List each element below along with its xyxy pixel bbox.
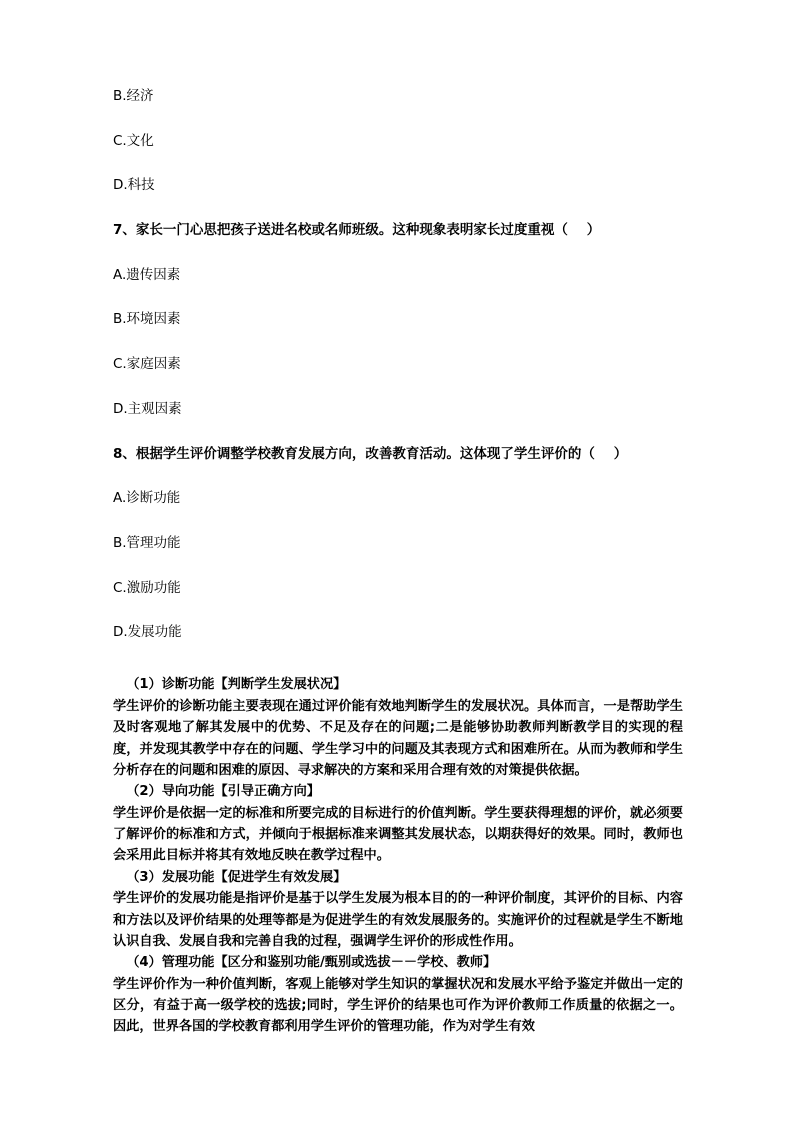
question-8-option-d: D.发展功能 (113, 624, 182, 641)
explanation-body: 学生评价作为一种价值判断，客观上能够对学生知识的掌握状况和发展水平给予鉴定并做出一定的区分，有益于高一级学校的选拔;同时，学生评价的结果也可作为评价教师工作质量的依据之一。因此，世界各国的学校教育都利用学生评价的管理功能，作为对学生有效 (113, 976, 683, 1035)
question-8-stem: 8、根据学生评价调整学校教育发展方向，改善教育活动。这体现了学生评价的（ ） (113, 445, 628, 462)
explanation-heading: （2）导向功能【引导正确方向】 (126, 784, 320, 800)
question-7-option-a: A.遗传因素 (113, 266, 181, 283)
explanation-body: 学生评价的发展功能是指评价是基于以学生发展为根本目的的一种评价制度，其评价的目标、内容和方法以及评价结果的处理等都是为促进学生的有效发展服务的。实施评价的过程就是学生不断地认识自我、发展自我和完善自我的过程，强调学生评价的形成性作用。 (113, 891, 683, 949)
option-item: D.科技 (113, 177, 155, 194)
question-7-option-b: B.环境因素 (113, 311, 181, 328)
explanation-block (113, 674, 683, 1037)
option-item: B.经济 (113, 88, 154, 104)
question-8-option-a: A.诊断功能 (113, 490, 181, 507)
question-7-option-c: C.家庭因素 (113, 356, 181, 373)
option-item: C.文化 (113, 132, 154, 149)
explanation-heading: （4）管理功能【区分和鉴别功能/甄别或选拔－－学校、教师】 (126, 955, 497, 971)
question-8-option-c: C.激励功能 (113, 579, 181, 596)
explanation-heading: （1）诊断功能【判断学生发展状况】 (126, 677, 347, 693)
question-8-option-b: B.管理功能 (113, 534, 181, 551)
question-7-option-d: D.主观因素 (113, 400, 182, 417)
explanation-heading: （3）发展功能【促进学生有效发展】 (126, 869, 347, 885)
document-content (113, 88, 683, 1038)
explanation-body: 学生评价的诊断功能主要表现在通过评价能有效地判断学生的发展状况。具体而言，一是帮助学生及时客观地了解其发展中的优势、不足及存在的问题;二是能够协助教师判断教学目的实现的程度，并发现其教学中存在的问题、学生学习中的问题及其表现方式和困难所在。从而为教师和学生分析存在的问题和困难的原因、寻求解决的方案和采用合理有效的对策提供依据。 (113, 698, 683, 778)
explanation-body: 学生评价是依据一定的标准和所要完成的目标进行的价值判断。学生要获得理想的评价，就必须要了解评价的标准和方式，并倾向于根据标准来调整其发展状态，以期获得好的效果。同时，教师也会采用此目标并将其有效地反映在教学过程中。 (113, 805, 683, 864)
question-7-stem: 7、家长一门心思把孩子送进名校或名师班级。这种现象表明家长过度重视（ ） (113, 222, 601, 239)
